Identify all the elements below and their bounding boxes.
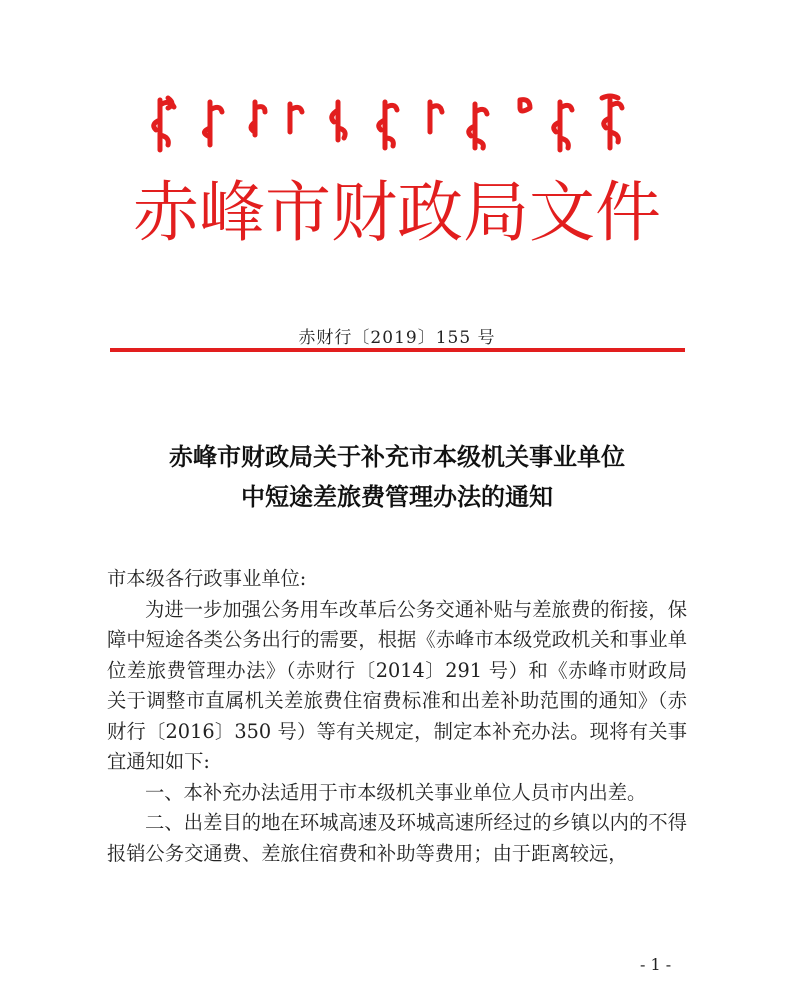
- mongolian-script-graphic: [140, 90, 660, 160]
- mongolian-script-title: [140, 90, 660, 160]
- body-item-2: 二、出差目的地在环城高速及环城高速所经过的乡镇以内的不得报销公务交通费、差旅住宿费和补助等费用；由于距离较远，: [107, 811, 687, 865]
- red-header-rule: [110, 348, 685, 352]
- notice-title-line-2: 中短途差旅费管理办法的通知: [241, 482, 553, 511]
- body-item-1: 一、本补充办法适用于市本级机关事业单位人员市内出差。: [145, 780, 647, 804]
- notice-title: [0, 437, 794, 517]
- document-number: 赤财行〔2019〕155 号: [298, 328, 496, 348]
- page-number: - 1 -: [640, 955, 672, 974]
- salutation: 市本级各行政事业单位:: [107, 567, 307, 590]
- notice-title-line-1: 赤峰市财政局关于补充市本级机关事业单位: [169, 442, 625, 471]
- body-paragraph-1: 为进一步加强公务用车改革后公务交通补贴与差旅费的衔接，保障中短途各类公务出行的需要，根据《赤峰市本级党政机关和事业单位差旅费管理办法》（赤财行〔2014〕291 号）和《赤峰市财政局关于调整市直属机关差旅费住宿费标准和出差补助范围的通知》（赤财行〔2016〕350 号）等有关规定，制定本补充办法。现将有关事宜通知如下:: [107, 597, 687, 773]
- notice-body: [107, 564, 687, 869]
- document-header-title: 赤峰市财政局文件: [133, 174, 661, 251]
